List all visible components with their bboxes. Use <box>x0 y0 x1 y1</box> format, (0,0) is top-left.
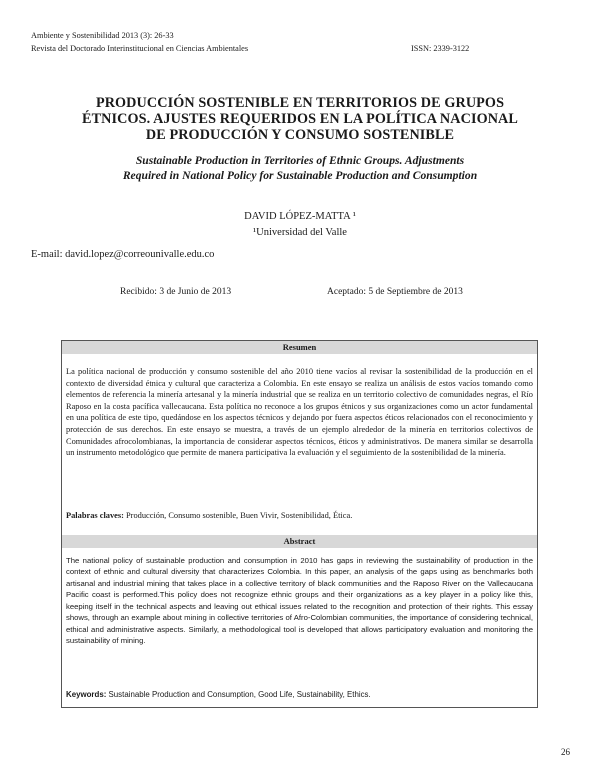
palabras-claves-label: Palabras claves: <box>66 511 124 520</box>
keywords <box>66 690 533 699</box>
paper-title-line-3: DE PRODUCCIÓN Y CONSUMO SOSTENIBLE <box>145 127 455 143</box>
author-name: DAVID LÓPEZ-MATTA ¹ <box>244 211 356 222</box>
paper-subtitle-line-2: Required in National Policy for Sustainable Production and Consumption <box>122 169 478 182</box>
page-number: 26 <box>561 747 570 757</box>
accepted-date: Aceptado: 5 de Septiembre de 2013 <box>327 287 463 297</box>
paper-title-line-2: ÉTNICOS. AJUSTES REQUERIDOS EN LA POLÍTICA NACIONAL <box>82 111 518 127</box>
author-email[interactable]: E-mail: david.lopez@correounivalle.edu.co <box>31 249 215 260</box>
palabras-claves <box>66 511 533 520</box>
author-affiliation: ¹Universidad del Valle <box>253 227 347 238</box>
paper-subtitle-line-1: Sustainable Production in Territories of Ethnic Groups. Adjustments <box>135 154 465 167</box>
palabras-claves-values: Producción, Consumo sostenible, Buen Vivir, Sostenibilidad, Ética. <box>123 511 353 520</box>
resumen-text: La política nacional de producción y consumo sostenible del año 2010 tiene vacíos al revisar la sostenibilidad de la producción en el contexto de diversidad étnica y cultural que caracteriza a Colombia. En este ensayo se realiza un análisis de estos vacíos tomando como elementos de referencia la minería artesanal y la minería industrial que se realiza en un territorio colectivo de comunidades negras, el Río Raposo en la costa pacífica vallecaucana. Esta política no reconoce a los grupos étnicos y sus organizaciones como un actor fundamental en una política de este tipo, quedándose en los aspectos técnicos y dejando por fuera aspectos éticos relacionados con el reconocimiento y protección de sus derechos. En este ensayo se muestra, a través de un ejemplo alrededor de la minería en territorios colectivos de Comunidades afrocolombianas, la importancia de considerar aspectos técnicos, éticos y administrativos. De manera similar se desarrolla un instrumento metodológico que permite de manera participativa la evaluación y el seguimiento de la sostenibilidad de la minería. <box>66 367 533 458</box>
abstract-heading: Abstract <box>62 535 537 548</box>
received-date: Recibido: 3 de Junio de 2013 <box>120 287 232 297</box>
paper-title-line-1: PRODUCCIÓN SOSTENIBLE EN TERRITORIOS DE GRUPOS <box>95 95 505 111</box>
issn: ISSN: 2339-3122 <box>411 44 470 53</box>
abstract-text: The national policy of sustainable production and consumption in 2010 has gaps in reviewing the sustainability of production in the context of ethnic and cultural diversity that characterizes Colombia. In this paper, an analysis of the gaps using as benchmarks both artisanal and industrial mining that takes place in a collective territory of black communities and the Raposo River on the Vallecaucana Pacific coast is performed.This policy does not recognize ethnic groups and their organizations as a key player in a policy like this, keeping itself in the technical aspects and leaving out ethical issues related to the recognition and protection of their rights. This essay shows, through an example about mining in collective territories of Afro-Colombian communities, the importance of considering technical, ethical and administrative aspects. Similarly, a methodological tool is developed that allows participatory evaluation and monitoring the sustainability of mining. <box>66 556 533 646</box>
journal-citation: Ambiente y Sostenibilidad 2013 (3): 26-33 <box>31 31 174 40</box>
journal-subtitle: Revista del Doctorado Interinstitucional en Ciencias Ambientales <box>31 44 249 53</box>
keywords-values: Sustainable Production and Consumption, Good Life, Sustainability, Ethics. <box>106 690 371 699</box>
resumen-heading: Resumen <box>62 341 537 354</box>
keywords-label: Keywords: <box>66 690 107 699</box>
